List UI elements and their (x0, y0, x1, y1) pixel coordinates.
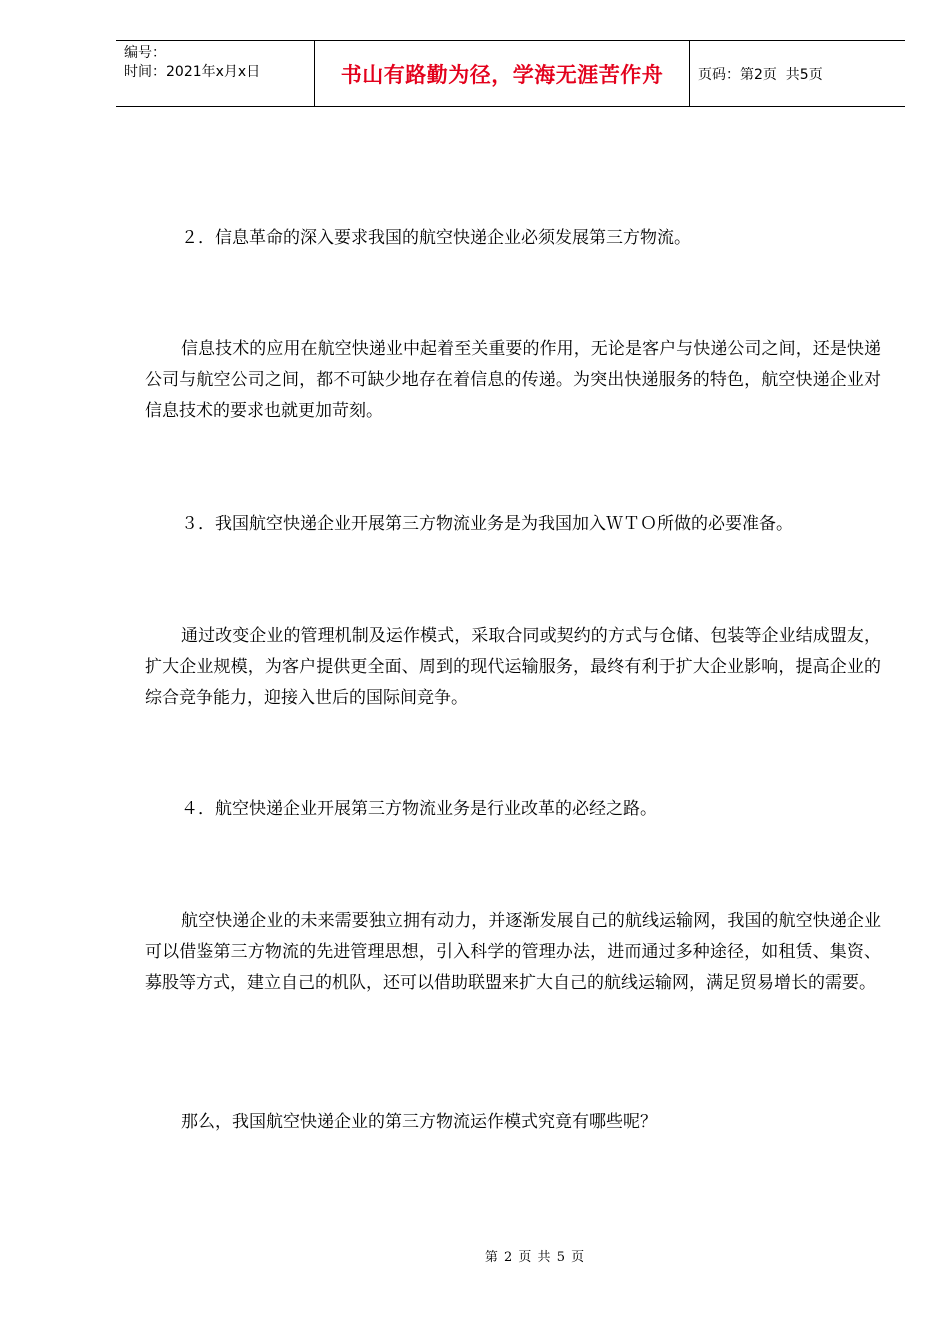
page-footer (0, 1246, 950, 1265)
section-heading-3: ３．我国航空快递企业开展第三方物流业务是为我国加入ＷＴＯ所做的必要准备。 (181, 514, 793, 534)
header-meta (116, 41, 315, 106)
body-paragraph: 信息技术的应用在航空快递业中起着至关重要的作用，无论是客户与快递公司之间，还是快递公司与航空公司之间，都不可缺少地存在着信息的传递。为突出快递服务的特色，航空快递企业对信息技术的要求也就更加苛刻。 (145, 339, 881, 421)
header-motto (315, 41, 690, 106)
body-paragraph: 航空快递企业的未来需要独立拥有动力，并逐渐发展自己的航线运输网，我国的航空快递企业可以借鉴第三方物流的先进管理思想，引入科学的管理办法，进而通过多种途径，如租赁、集资、募股等方式，建立自己的机队，还可以借助联盟来扩大自己的航线运输网，满足贸易增长的需要。 (145, 911, 881, 993)
page-header (116, 40, 905, 107)
motto-text: 书山有路勤为径，学海无涯苦作舟 (340, 62, 664, 87)
page-number-label: 页码：第2页 共5页 (698, 66, 823, 83)
footer-page-number: 第 2 页 共 5 页 (484, 1250, 586, 1265)
document-time-label: 时间：2021年x月x日 (124, 64, 261, 80)
body-paragraph: 通过改变企业的管理机制及运作模式，采取合同或契约的方式与仓储、包装等企业结成盟友，扩大企业规模，为客户提供更全面、周到的现代运输服务，最终有利于扩大企业影响，提高企业的综合竞争能力，迎接入世后的国际间竞争。 (145, 626, 881, 708)
document-number-label: 编号： (124, 45, 166, 61)
section-heading-2: ２．信息革命的深入要求我国的航空快递企业必须发展第三方物流。 (181, 228, 691, 248)
section-heading-4: ４．航空快递企业开展第三方物流业务是行业改革的必经之路。 (181, 799, 657, 819)
header-page-info (690, 41, 905, 106)
closing-question: 那么，我国航空快递企业的第三方物流运作模式究竟有哪些呢？ (181, 1112, 657, 1132)
